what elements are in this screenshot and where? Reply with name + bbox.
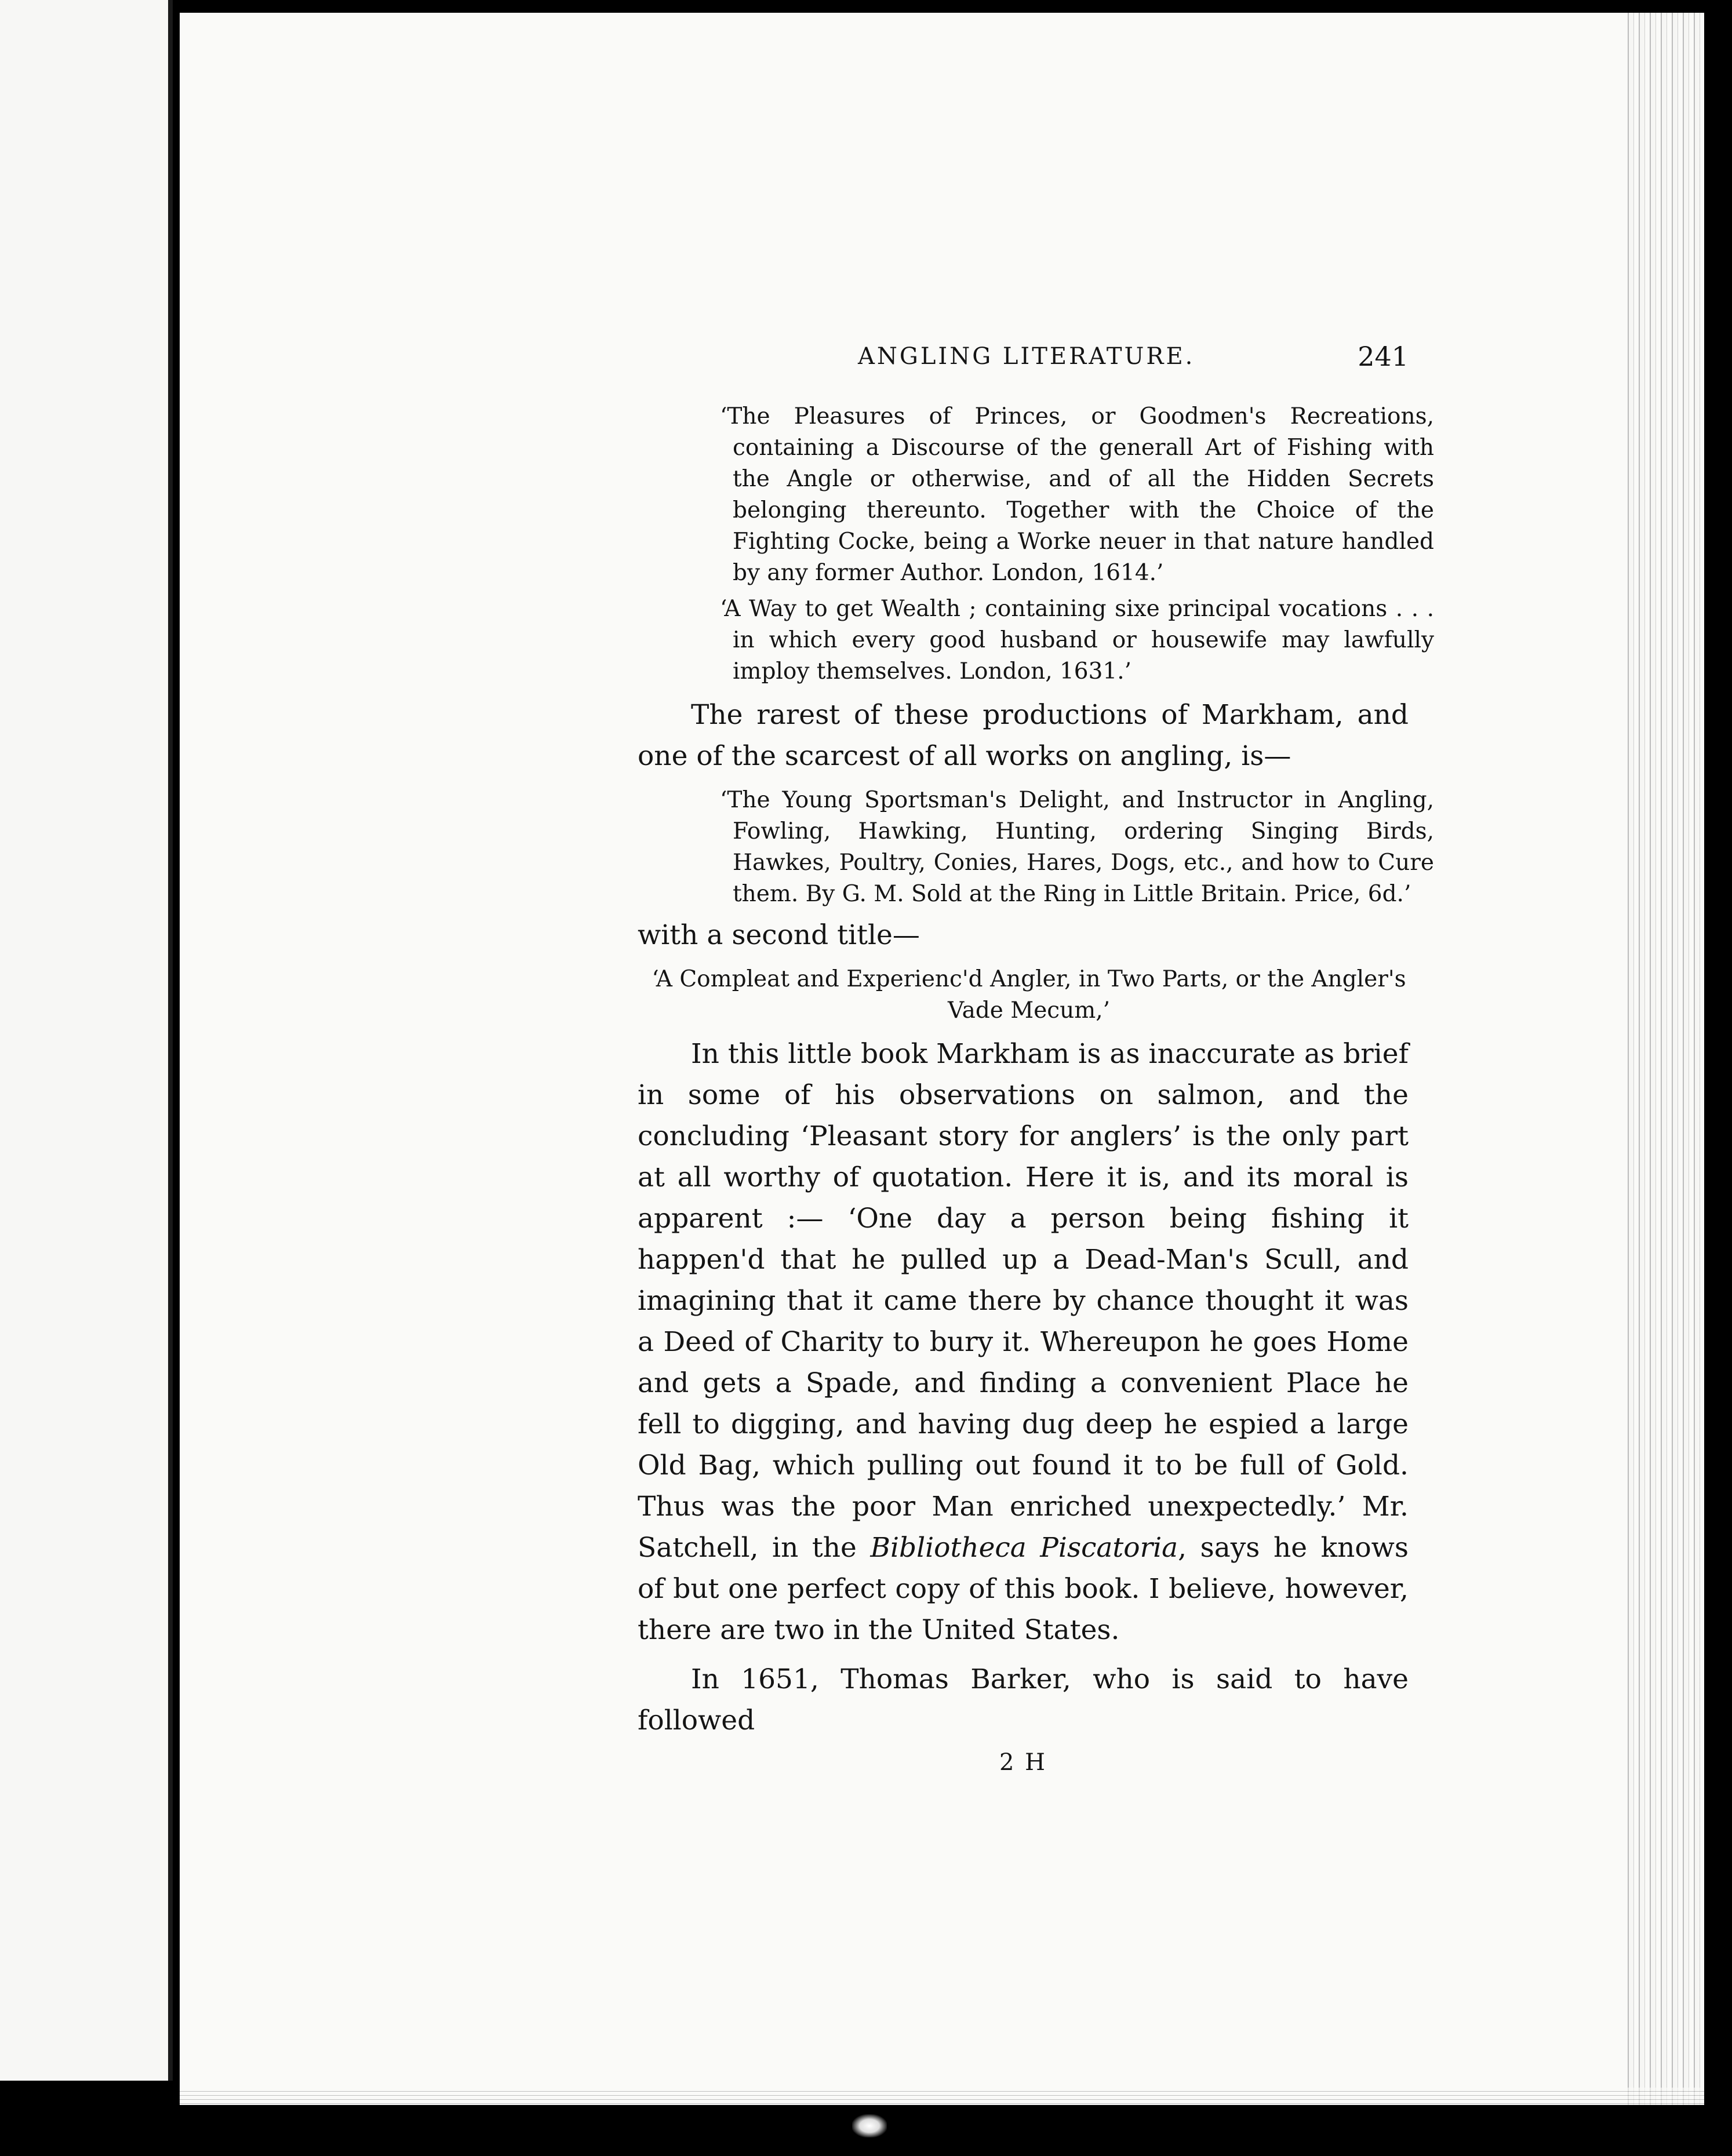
- paragraph-text-part: , says he knows of but one perfect copy of this book. I believe, however, there are two in the United States.: [638, 1532, 1409, 1646]
- paragraph-markham-inaccurate: [638, 1033, 1409, 1651]
- quote-compleat-angler: ‘A Compleat and Experienc'd Angler, in Two Parts, or the Angler's Vade Mecum,’: [652, 966, 1406, 1024]
- paragraph-thomas-barker: In 1651, Thomas Barker, who is said to have followed: [638, 1663, 1409, 1736]
- quote-way-to-get-wealth: ‘A Way to get Wealth ; containing sixe principal vocations . . . in which every good husband or housewife may lawfully imploy themselves. London, 1631.’: [720, 596, 1434, 684]
- scan-artifact: [852, 2114, 887, 2137]
- facing-page: [0, 0, 173, 2081]
- page-number: 241: [1358, 341, 1409, 372]
- book-page: [180, 13, 1704, 2105]
- signature-mark: 2 H: [999, 1749, 1047, 1776]
- running-head: [638, 343, 1409, 389]
- running-title: ANGLING LITERATURE.: [858, 343, 1195, 370]
- paragraph-rarest: The rarest of these productions of Markham, and one of the scarcest of all works on angling, is—: [638, 699, 1409, 772]
- paragraph-second-title: with a second title—: [638, 919, 920, 951]
- text-block: [638, 341, 1434, 1776]
- page-bottom-edge: [180, 2088, 1704, 2105]
- quote-young-sportsman: ‘The Young Sportsman's Delight, and Instructor in Angling, Fowling, Hawking, Hunting, ordering Singing Birds, Hawkes, Poultry, Conies, Hares, Dogs, etc., and how to Cure them. By G. M. Sold at the Ring in Little Britain. Price, 6d.’: [720, 787, 1434, 907]
- page-edge: [1623, 13, 1704, 2105]
- quote-pleasures-of-princes: ‘The Pleasures of Princes, or Goodmen's Recreations, containing a Discourse of the generall Art of Fishing with the Angle or otherwise, and of all the Hidden Secrets belonging thereunto. Together with the Choice of the Fighting Cocke, being a Worke neuer in that nature handled by any former Author. London, 1614.’: [720, 403, 1434, 586]
- book-title-italic: Bibliotheca Piscatoria: [870, 1532, 1178, 1564]
- paragraph-text-part: In this little book Markham is as inaccurate as brief in some of his observations on salmon, and the concluding ‘Pleasant story for anglers’ is the only part at all worthy of quotation. Here it is, and its moral is apparent :— ‘One day a person being fishing it happen'd that he pulled up a Dead-Man's Scull, and imagining that it came there by chance thought it was a Deed of Charity to bury it. Whereupon he goes Home and gets a Spade, and finding a convenient Place he fell to digging, and having dug deep he espied a large Old Bag, which pulling out found it to be full of Gold. Thus was the poor Man enriched unexpectedly.’ Mr. Satchell, in the: [638, 1038, 1409, 1564]
